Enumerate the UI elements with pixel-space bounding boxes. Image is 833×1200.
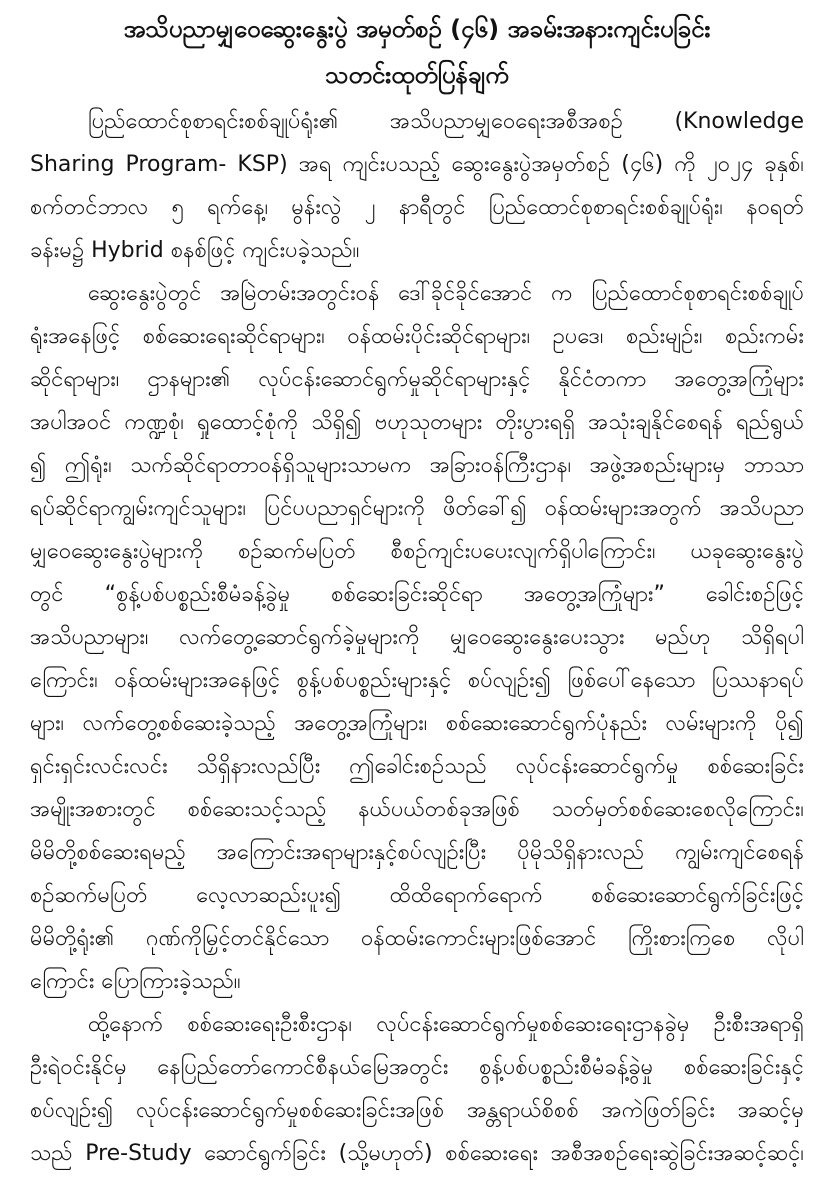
paragraph: [30, 1003, 804, 1175]
paragraph: [30, 100, 804, 272]
text-line: စဉ်ဆက်မပြတ် လေ့လာဆည်းပူး၍ ထိထိရောက်ရောက် စစ်ဆေးဆောင်ရွက်ခြင်းဖြင့်: [30, 883, 804, 908]
text-line: ရုံးအနေဖြင့် စစ်ဆေးရေးဆိုင်ရာများ၊ ဝန်ထမ်းပိုင်းဆိုင်ရာများ၊ ဥပဒေ၊ စည်းမျဉ်း၊ စည်းကမ်း: [30, 324, 804, 349]
paragraph: [30, 272, 804, 1003]
text-line: ရှင်းရှင်းလင်းလင်း သိရှိနားလည်ပြီး ဤခေါင်းစဉ်သည် လုပ်ငန်းဆောင်ရွက်မှု စစ်ဆေးခြင်း: [30, 754, 804, 779]
text-line: ၍ ဤရုံး၊ သက်ဆိုင်ရာတာဝန်ရှိသူများသာမက အခြားဝန်ကြီးဌာန၊ အဖွဲ့အစည်းများမှ ဘာသာ: [30, 453, 804, 478]
text-line: အသိပညာများ၊ လက်တွေ့ဆောင်ရွက်ခဲ့မှုများကို မျှဝေဆွေးနွေးပေးသွား မည်ဟု သိရှိရပါ: [30, 625, 804, 650]
text-line: စပ်လျဉ်း၍ လုပ်ငန်းဆောင်ရွက်မှုစစ်ဆေးခြင်းအဖြစ် အန္တရာယ်စိစစ် အကဲဖြတ်ခြင်း အဆင့်မှ: [30, 1098, 804, 1123]
text-line: ပြည်ထောင်စုစာရင်းစစ်ချုပ်ရုံး၏ အသိပညာမျှဝေရေးအစီအစဉ် (Knowledge: [88, 109, 804, 134]
text-line: ဆိုင်ရာများ၊ ဌာနများ၏ လုပ်ငန်းဆောင်ရွက်မှုဆိုင်ရာများနှင့် နိုင်ငံတကာ အတွေ့အကြုံများ: [30, 367, 804, 392]
text-line: အမျိုးအစားတွင် စစ်ဆေးသင့်သည့် နယ်ပယ်တစ်ခုအဖြစ် သတ်မှတ်စစ်ဆေးစေလိုကြောင်း၊: [30, 797, 804, 822]
text-line: မိမိတို့စစ်ဆေးရမည့် အကြောင်းအရာများနှင့်စပ်လျဉ်းပြီး ပိုမိုသိရှိနားလည် ကျွမ်းကျင်စေရန်: [30, 840, 804, 865]
paragraphs-container: [30, 100, 804, 1175]
document-title-line-1: အသိပညာမျှဝေဆွေးနွေးပွဲ အမှတ်စဉ် (၄၆) အခမ်းအနားကျင်းပခြင်း: [123, 15, 711, 43]
text-line: Sharing Program- KSP) အရ ကျင်းပသည့် ဆွေးနွေးပွဲအမှတ်စဉ် (၄၆) ကို ၂၀၂၄ ခုနှစ်၊: [30, 152, 804, 177]
document-title-block: [30, 6, 804, 98]
text-line: ဆွေးနွေးပွဲတွင် အမြဲတမ်းအတွင်းဝန် ဒေါ်ခိုင်ခိုင်အောင် က ပြည်ထောင်စုစာရင်းစစ်ချုပ်: [88, 281, 804, 306]
text-line: ထို့နောက် စစ်ဆေးရေးဦးစီးဌာန၊ လုပ်ငန်းဆောင်ရွက်မှုစစ်ဆေးရေးဌာနခွဲမှ ဦးစီးအရာရှိ: [88, 1012, 804, 1037]
text-line: ခန်းမ၌ Hybrid စနစ်ဖြင့် ကျင်းပခဲ့သည်။: [30, 238, 360, 263]
text-line: ကြောင်း၊ ဝန်ထမ်းများအနေဖြင့် စွန့်ပစ်ပစ္စည်းများနှင့် စပ်လျဉ်း၍ ဖြစ်ပေါ်နေသော ပြဿနာရပ်: [30, 668, 804, 693]
text-line: ဦးရဲဝင်းနိုင်မှ နေပြည်တော်ကောင်စီနယ်မြေအတွင်း စွန့်ပစ်ပစ္စည်းစီမံခန့်ခွဲမှု စစ်ဆေးခြင်းနှင့်: [30, 1055, 804, 1080]
text-line: ကြောင်း ပြောကြားခဲ့သည်။: [30, 969, 241, 994]
text-line: တွင် “စွန့်ပစ်ပစ္စည်းစီမံခန့်ခွဲမှု စစ်ဆေးခြင်းဆိုင်ရာ အတွေ့အကြုံများ” ခေါင်းစဉ်ဖြင့်: [30, 582, 804, 607]
document-title-line-2: သတင်းထုတ်ပြန်ချက်: [325, 61, 509, 89]
text-line: မျှဝေဆွေးနွေးပွဲများကို စဉ်ဆက်မပြတ် စီစဉ်ကျင်းပပေးလျက်ရှိပါကြောင်း၊ ယခုဆွေးနွေးပွဲ: [30, 539, 804, 564]
text-line: သည် Pre-Study ဆောင်ရွက်ခြင်း (သို့မဟုတ်) စစ်ဆေးရေး အစီအစဉ်ရေးဆွဲခြင်းအဆင့်ဆင့်၊: [30, 1141, 804, 1166]
text-line: စက်တင်ဘာလ ၅ ရက်နေ့၊ မွန်းလွဲ ၂ နာရီတွင် ပြည်ထောင်စုစာရင်းစစ်ချုပ်ရုံး၊ နဝရတ်: [30, 195, 804, 220]
text-line: များ၊ လက်တွေ့စစ်ဆေးခဲ့သည့် အတွေ့အကြုံများ၊ စစ်ဆေးဆောင်ရွက်ပုံနည်း လမ်းများကို ပို၍: [30, 711, 804, 736]
text-line: မိမိတို့ရုံး၏ ဂုဏ်ကိုမြှင့်တင်နိုင်သော ဝန်ထမ်းကောင်းများဖြစ်အောင် ကြိုးစားကြစေ လိုပါ: [30, 926, 804, 951]
text-line: အပါအဝင် ကဏ္ဍစုံ၊ ရှုထောင့်စုံကို သိရှိ၍ ဗဟုသုတများ တိုးပွားရရှိ အသုံးချနိုင်စေရန် ရည်ရွယ်: [30, 410, 804, 435]
text-line: ရပ်ဆိုင်ရာကျွမ်းကျင်သူများ၊ ပြင်ပပညာရှင်များကို ဖိတ်ခေါ်၍ ဝန်ထမ်းများအတွက် အသိပညာ: [30, 496, 804, 521]
